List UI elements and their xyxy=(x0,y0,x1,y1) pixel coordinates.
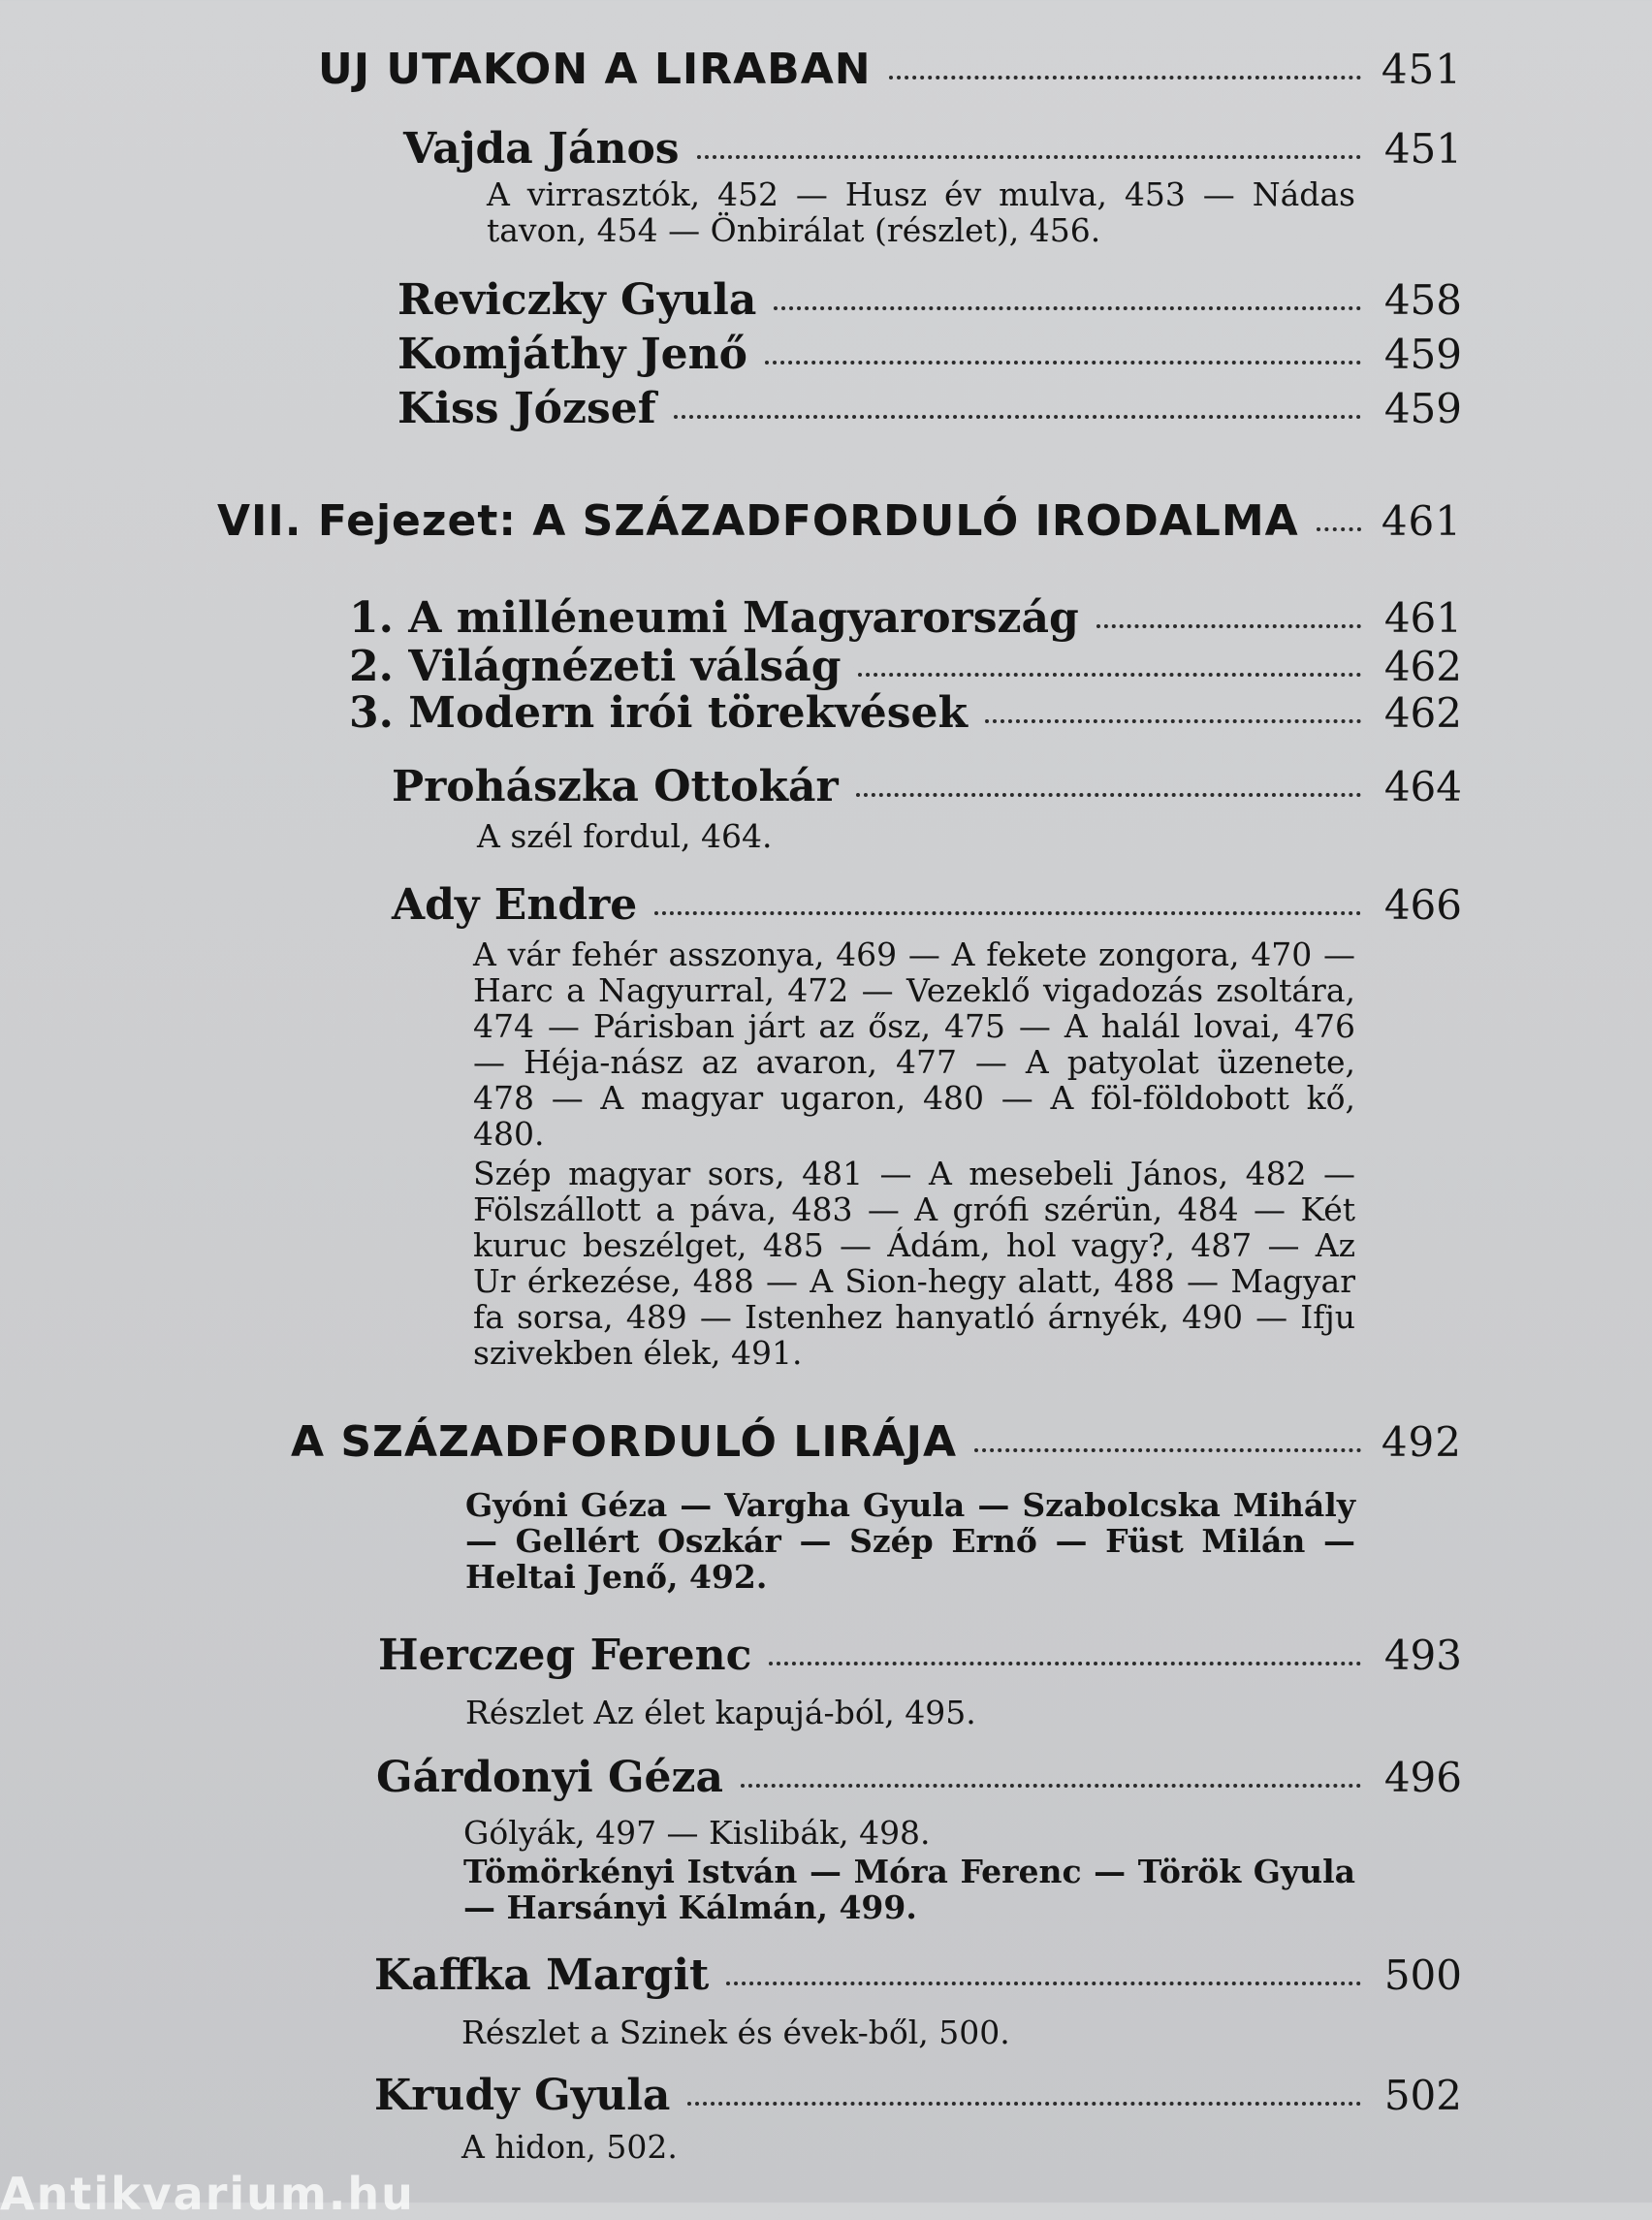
page-number: 464 xyxy=(1383,763,1462,810)
works-prohaszka: A szél fordul, 464. xyxy=(477,817,773,855)
toc-entry-prohaszka xyxy=(392,762,1462,811)
dot-leader xyxy=(726,1982,1361,1985)
page-number: 459 xyxy=(1383,331,1462,378)
dot-leader xyxy=(774,306,1361,310)
dot-leader xyxy=(674,415,1361,419)
dot-leader xyxy=(1096,624,1361,628)
dot-leader xyxy=(687,2102,1361,2106)
works-gardonyi-2: Tömörkényi István — Móra Ferenc — Török Gyula — Harsányi Kálmán, 499. xyxy=(463,1853,1355,1926)
page-number: 461 xyxy=(1381,497,1462,545)
dot-leader xyxy=(985,719,1361,723)
dot-leader xyxy=(741,1784,1361,1788)
dot-leader xyxy=(1317,527,1361,531)
toc-section-uj-utakon xyxy=(318,45,1462,94)
page-number: 462 xyxy=(1383,643,1462,690)
entry-title: Kiss József xyxy=(397,384,656,433)
toc-entry-gardonyi xyxy=(376,1753,1462,1802)
toc-entry-ady xyxy=(392,880,1462,930)
toc-entry-vilagnezeti xyxy=(349,642,1462,691)
page-number: 451 xyxy=(1381,46,1462,93)
section-title: A SZÁZADFORDULÓ LIRÁJA xyxy=(291,1417,958,1467)
toc-entry-millenium xyxy=(349,593,1462,643)
toc-entry-krudy xyxy=(374,2071,1462,2120)
page-number: 458 xyxy=(1383,276,1462,324)
page-number: 462 xyxy=(1383,689,1462,737)
dot-leader xyxy=(769,1662,1361,1665)
entry-title: Prohászka Ottokár xyxy=(392,762,839,811)
page-number: 461 xyxy=(1383,594,1462,642)
entry-title: Ady Endre xyxy=(392,880,638,930)
entry-title: Kaffka Margit xyxy=(374,1950,710,2000)
entry-title: Herczeg Ferenc xyxy=(378,1631,752,1680)
toc-entry-vajda xyxy=(403,124,1462,174)
toc-entry-modern xyxy=(349,688,1462,738)
entry-title: Vajda János xyxy=(403,124,680,174)
page-number: 493 xyxy=(1383,1632,1462,1679)
toc-entry-reviczky xyxy=(397,275,1462,325)
works-ady: A vár fehér asszonya, 469 — A fekete zongora, 470 — Harc a Nagyurral, 472 — Vezeklő vigadozás zsoltára, 474 — Párisban járt az ősz, 475 — A halál lovai, 476 — Héja-nász az avaron, 477 — A patyolat üzenete, 478 — A magyar ugaron, 480 — A föl-földobott kő, 480. xyxy=(473,936,1355,1153)
page-number: 466 xyxy=(1383,881,1462,929)
entry-title: Komjáthy Jenő xyxy=(397,330,747,379)
dot-leader xyxy=(856,793,1361,797)
toc-chapter-vii xyxy=(217,496,1462,546)
toc-entry-komjathy xyxy=(397,330,1462,379)
page-number: 500 xyxy=(1383,1951,1462,1999)
page-number: 451 xyxy=(1383,125,1462,173)
page-number: 459 xyxy=(1383,385,1462,432)
dot-leader xyxy=(858,673,1361,677)
works-herczeg: Részlet Az élet kapujá-ból, 495. xyxy=(465,1694,976,1731)
section-title: UJ UTAKON A LIRABAN xyxy=(318,45,872,94)
page-number: 496 xyxy=(1383,1754,1462,1801)
entry-title: 3. Modern irói törekvések xyxy=(349,688,968,738)
works-kaffka: Részlet a Szinek és évek-ből, 500. xyxy=(461,2014,1010,2051)
works-ady-2: Szép magyar sors, 481 — A mesebeli János, 482 — Fölszállott a páva, 483 — A grófi szérün, 484 — Két kuruc beszélget, 485 — Ádám, hol vagy?, 487 — Az Ur érkezése, 488 — A Sion-hegy alatt, 488 — Magyar fa sorsa, 489 — Istenhez hanyatló árnyék, 490 — Ifju szivekben élek, 491. xyxy=(473,1155,1355,1372)
page-number: 502 xyxy=(1383,2072,1462,2119)
toc-entry-kaffka xyxy=(374,1950,1462,2000)
works-vajda: A virrasztók, 452 — Husz év mulva, 453 — Nádas tavon, 454 — Önbirálat (részlet), 456. xyxy=(487,175,1355,249)
works-gardonyi: Gólyák, 497 — Kislibák, 498. xyxy=(463,1814,931,1852)
works-lira-poets: Gyóni Géza — Vargha Gyula — Szabolcska Mihály — Gellért Oszkár — Szép Ernő — Füst Milán — Heltai Jenő, 492. xyxy=(465,1486,1355,1596)
entry-title: Gárdonyi Géza xyxy=(376,1753,724,1802)
dot-leader xyxy=(889,76,1361,79)
dot-leader xyxy=(974,1448,1361,1452)
entry-title: 2. Világnézeti válság xyxy=(349,642,842,691)
site-watermark: Antikvarium.hu xyxy=(0,2168,415,2220)
entry-title: Krudy Gyula xyxy=(374,2071,671,2120)
toc-section-lira xyxy=(291,1417,1462,1467)
chapter-title: VII. Fejezet: A SZÁZADFORDULÓ IRODALMA xyxy=(217,496,1299,546)
toc-entry-kiss xyxy=(397,384,1462,433)
dot-leader xyxy=(654,911,1361,915)
entry-title: Reviczky Gyula xyxy=(397,275,757,325)
works-krudy: A hidon, 502. xyxy=(461,2128,678,2166)
entry-title: 1. A milléneumi Magyarország xyxy=(349,593,1079,643)
dot-leader xyxy=(697,155,1361,159)
dot-leader xyxy=(765,361,1361,365)
page-number: 492 xyxy=(1381,1418,1462,1466)
toc-entry-herczeg xyxy=(378,1631,1462,1680)
